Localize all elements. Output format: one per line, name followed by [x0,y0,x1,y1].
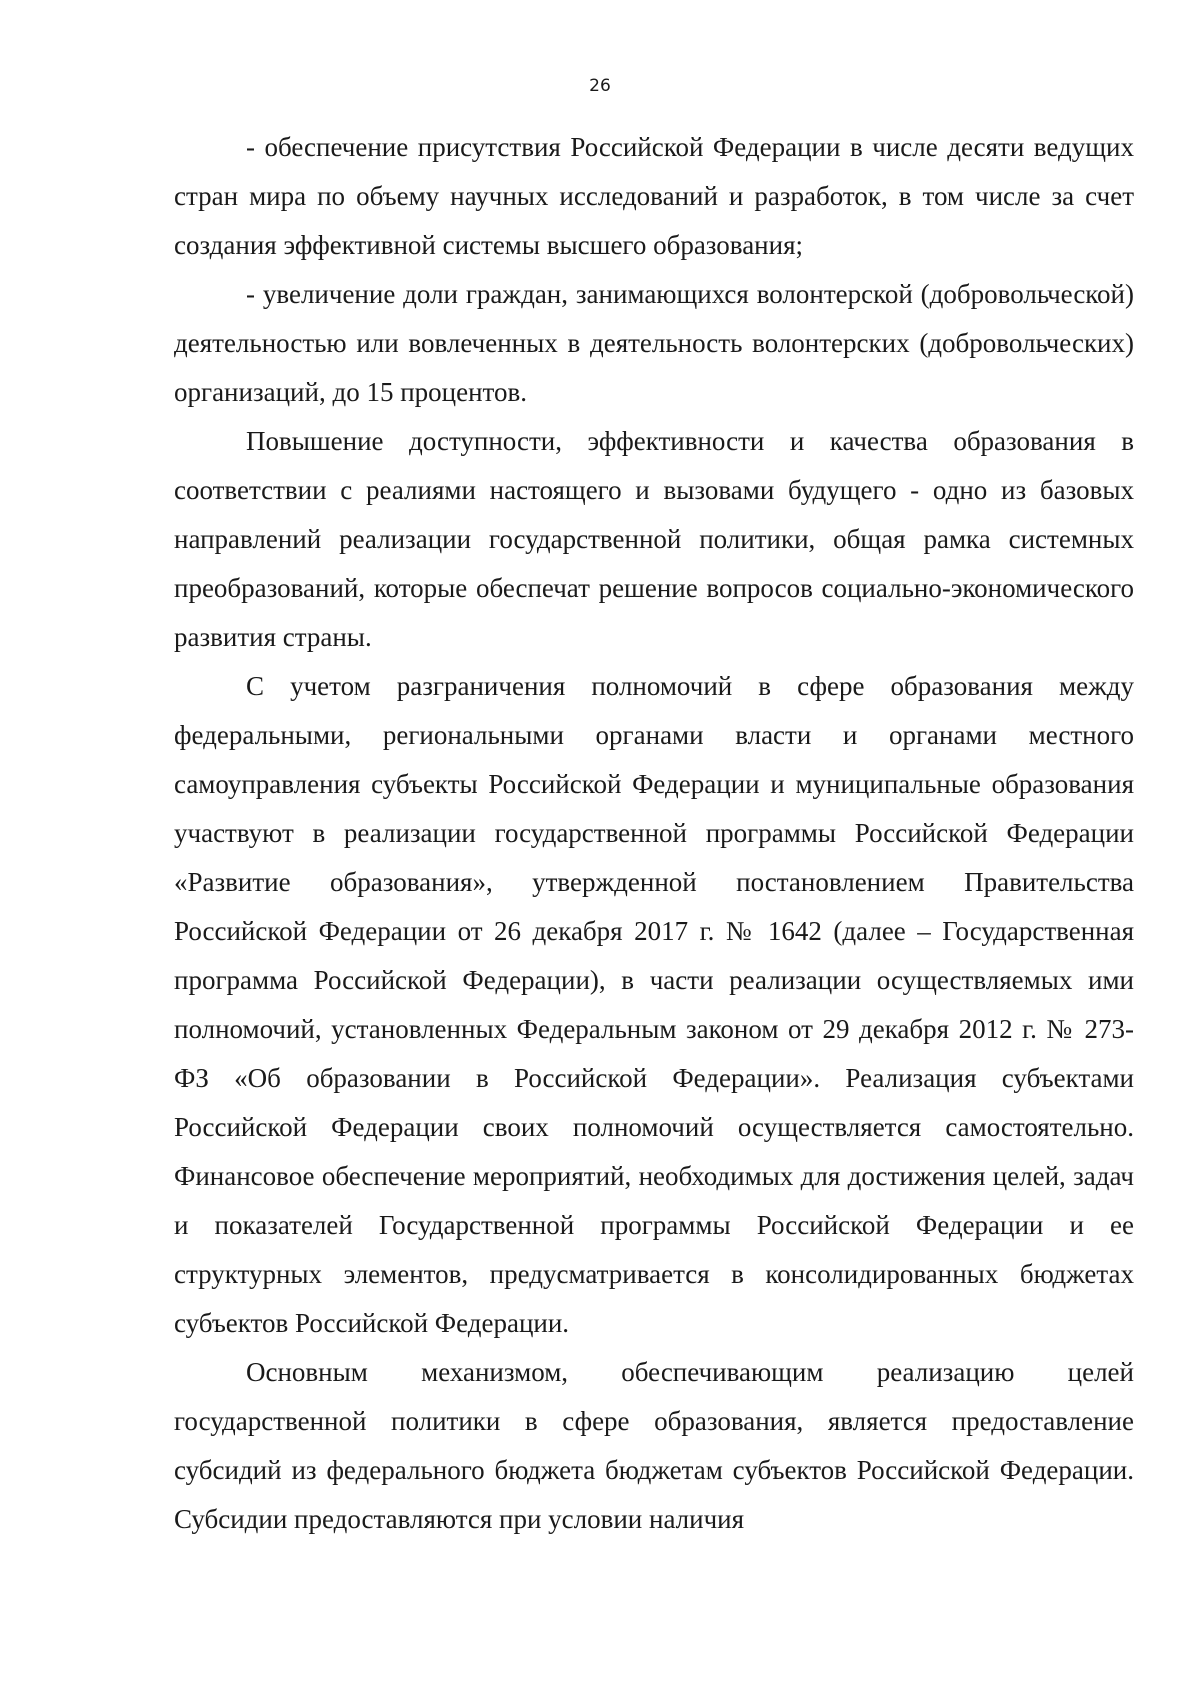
paragraph-volunteer-goal: - увеличение доли граждан, занимающихся волонтерской (добровольческой) деятельностью или вовлеченных в деятельность волонтерских (добровольческих) организаций, до 15 процентов. [174,279,1134,407]
paragraph-subsidies: Основным механизмом, обеспечивающим реализацию целей государственной политики в сфере образования, является предоставление субсидий из федерального бюджета бюджетам субъектов Российской Федерации. Субсидии предоставляются при условии наличия [174,1357,1134,1534]
document-body [174,123,1134,1544]
paragraph-education-quality: Повышение доступности, эффективности и качества образования в соответствии с реалиями настоящего и вызовами будущего - одно из базовых направлений реализации государственной политики, общая рамка системных преобразований, которые обеспечат решение вопросов социально-экономического развития страны. [174,426,1134,652]
paragraph-science-goal: - обеспечение присутствия Российской Федерации в числе десяти ведущих стран мира по объему научных исследований и разработок, в том числе за счет создания эффективной системы высшего образования; [174,132,1134,260]
paragraph-powers-division: С учетом разграничения полномочий в сфере образования между федеральными, региональными органами власти и органами местного самоуправления субъекты Российской Федерации и муниципальные образования участвуют в реализации государственной программы Российской Федерации «Развитие образования», утвержденной постановлением Правительства Российской Федерации от 26 декабря 2017 г. № 1642 (далее – Государственная программа Российской Федерации), в части реализации осуществляемых ими полномочий, установленных Федеральным законом от 29 декабря 2012 г. № 273-ФЗ «Об образовании в Российской Федерации». Реализация субъектами Российской Федерации своих полномочий осуществляется самостоятельно. Финансовое обеспечение мероприятий, необходимых для достижения целей, задач и показателей Государственной программы Российской Федерации и ее структурных элементов, предусматривается в консолидированных бюджетах субъектов Российской Федерации. [174,671,1134,1338]
page-number: 26 [589,76,611,96]
